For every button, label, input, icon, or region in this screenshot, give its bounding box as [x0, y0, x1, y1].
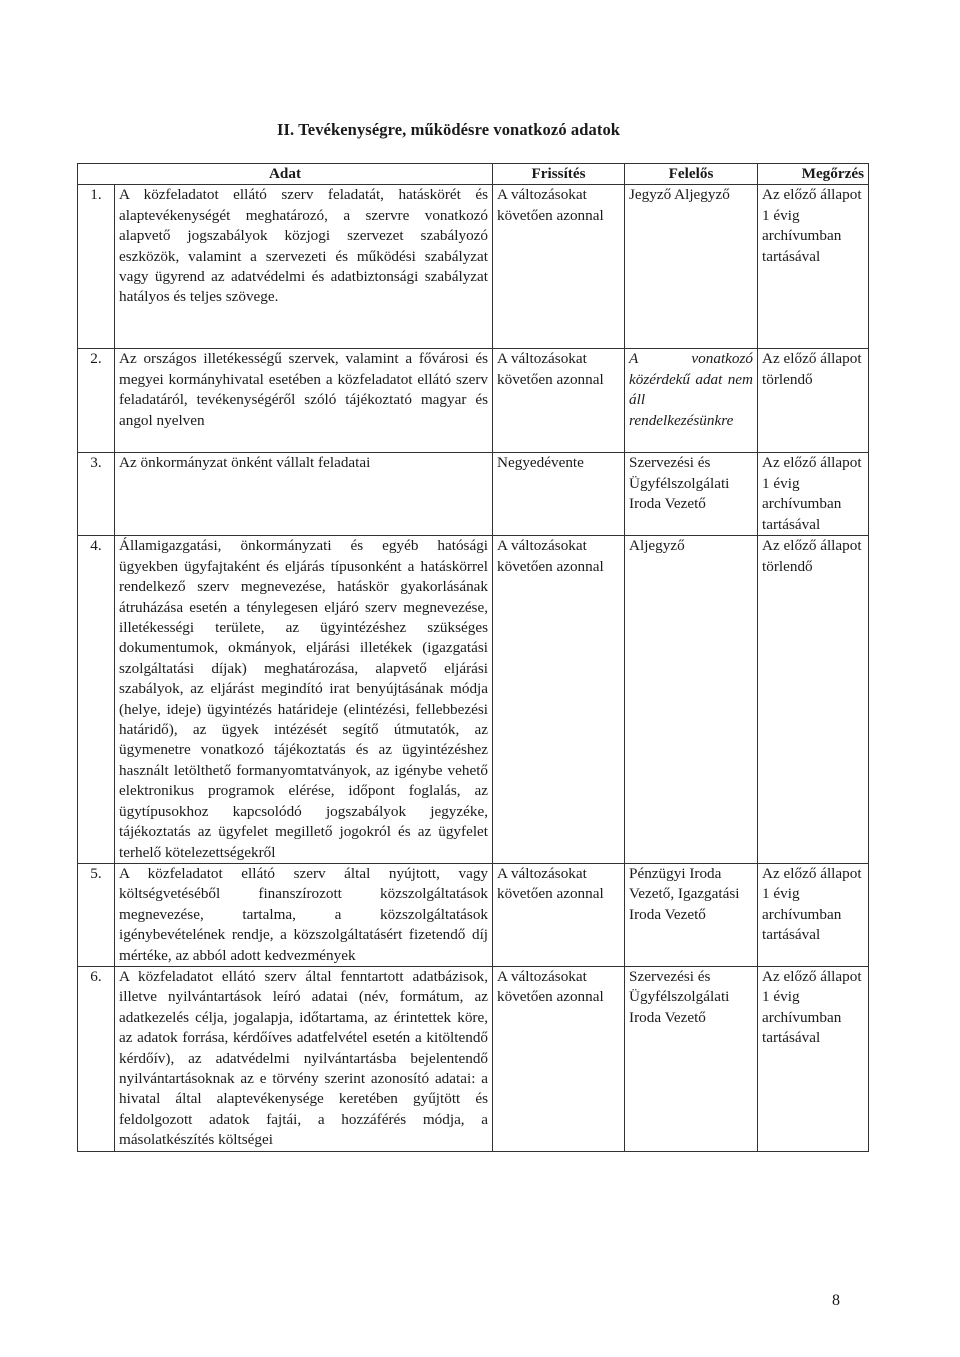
- table-row: [78, 536, 869, 864]
- row-adat: Államigazgatási, önkormányzati és egyéb hatósági ügyekben ügyfajtaként és eljárás típusonként a hatáskörrel rendelkező szerv megnevezése, hatáskör gyakorlásának átruházása esetén a ténylegesen eljáró szerv megnevezése, illetékességi területe, az ügyintézéshez szükséges dokumentumok, okmányok, eljárási illetékek (igazgatási szolgáltatási díjak) meghatározása, alapvető eljárási szabályok, az eljárást megindító irat benyújtásának módja (helye, ideje) ügyintézés határideje (elintézési, fellebbezési határidő), az ügyek intézését segítő útmutatók, az ügymenetre vonatkozó tájékoztatás és az ügyintézéshez használt letölthető formanyomtatványok, az igénybe vehető elektronikus programok elérése, időpont foglalás, az ügytípusokhoz kapcsolódó jogszabályok jegyzéke, tájékoztatás az ügyfelet megillető jogokról és az ügyfelet terhelő kötelezettségekről: [115, 536, 493, 864]
- row-megorzes: Az előző állapot törlendő: [758, 536, 869, 864]
- row-adat: Az önkormányzat önként vállalt feladatai: [115, 453, 493, 536]
- row-felelos: Szervezési és Ügyfélszolgálati Iroda Vezető: [625, 453, 758, 536]
- row-felelos: Jegyző Aljegyző: [625, 185, 758, 349]
- row-number: 3.: [78, 453, 115, 536]
- row-frissites: A változásokat követően azonnal: [493, 863, 625, 966]
- table-row: [78, 185, 869, 349]
- row-adat: A közfeladatot ellátó szerv által fenntartott adatbázisok, illetve nyilvántartások leíró adatai (név, formátum, az adatkezelés célja, jogalapja, időtartama, az érintettek köre, az adatok forrása, kérdőíves adatfelvétel esetén a kitöltendő kérdőív), az adatvédelmi nyilvántartásba bejelentendő nyilvántartásoknak az e törvény szerint azonosító adatai: a hivatal által alaptevékenysége keretében gyűjtött és feldolgozott adatok fajtái, a hozzáférés módja, a másolatkészítés költségei: [115, 966, 493, 1151]
- page-number: 8: [832, 1292, 840, 1309]
- row-felelos: Aljegyző: [625, 536, 758, 864]
- row-frissites: A változásokat követően azonnal: [493, 185, 625, 349]
- row-megorzes: Az előző állapot 1 évig archívumban tartásával: [758, 185, 869, 349]
- header-frissites: Frissítés: [493, 164, 625, 185]
- row-megorzes: Az előző állapot 1 évig archívumban tartásával: [758, 863, 869, 966]
- data-table: [77, 163, 869, 1152]
- row-felelos: Pénzügyi Iroda Vezető, Igazgatási Iroda Vezető: [625, 863, 758, 966]
- row-frissites: A változásokat követően azonnal: [493, 536, 625, 864]
- row-frissites: Negyedévente: [493, 453, 625, 536]
- row-felelos: A vonatkozó közérdekű adat nem áll rendelkezésünkre: [625, 349, 758, 453]
- header-megorzes: Megőrzés: [758, 164, 869, 185]
- row-adat: A közfeladatot ellátó szerv feladatát, hatáskörét és alaptevékenységét meghatározó, a szervre vonatkozó alapvető jogszabályok közjogi szervezet szabályozó eszközök, valamint a szervezeti és működési szabályzat vagy ügyrend az adatvédelmi és adatbiztonsági szabályzat hatályos és teljes szövege.: [115, 185, 493, 349]
- row-megorzes: Az előző állapot törlendő: [758, 349, 869, 453]
- header-felelos: Felelős: [625, 164, 758, 185]
- row-number: 4.: [78, 536, 115, 864]
- row-frissites: A változásokat követően azonnal: [493, 349, 625, 453]
- table-header-row: [78, 164, 869, 185]
- row-number: 1.: [78, 185, 115, 349]
- row-frissites: A változásokat követően azonnal: [493, 966, 625, 1151]
- header-adat: Adat: [78, 164, 493, 185]
- row-felelos: Szervezési és Ügyfélszolgálati Iroda Vezető: [625, 966, 758, 1151]
- row-megorzes: Az előző állapot 1 évig archívumban tartásával: [758, 453, 869, 536]
- page-title: II. Tevékenységre, működésre vonatkozó adatok: [277, 120, 621, 139]
- table-row: [78, 349, 869, 453]
- row-number: 5.: [78, 863, 115, 966]
- row-number: 6.: [78, 966, 115, 1151]
- table-row: [78, 453, 869, 536]
- table-row: [78, 966, 869, 1151]
- row-number: 2.: [78, 349, 115, 453]
- row-adat: Az országos illetékességű szervek, valamint a fővárosi és megyei kormányhivatal esetében a közfeladatot ellátó szerv feladatáról, tevékenységéről szóló tájékoztató magyar és angol nyelven: [115, 349, 493, 453]
- row-adat: A közfeladatot ellátó szerv által nyújtott, vagy költségvetéséből finanszírozott közszolgáltatások megnevezése, tartalma, a közszolgáltatások igénybevételének rendje, a közszolgáltatásért fizetendő díj mértéke, az abból adott kedvezmények: [115, 863, 493, 966]
- table-row: [78, 863, 869, 966]
- row-megorzes: Az előző állapot 1 évig archívumban tartásával: [758, 966, 869, 1151]
